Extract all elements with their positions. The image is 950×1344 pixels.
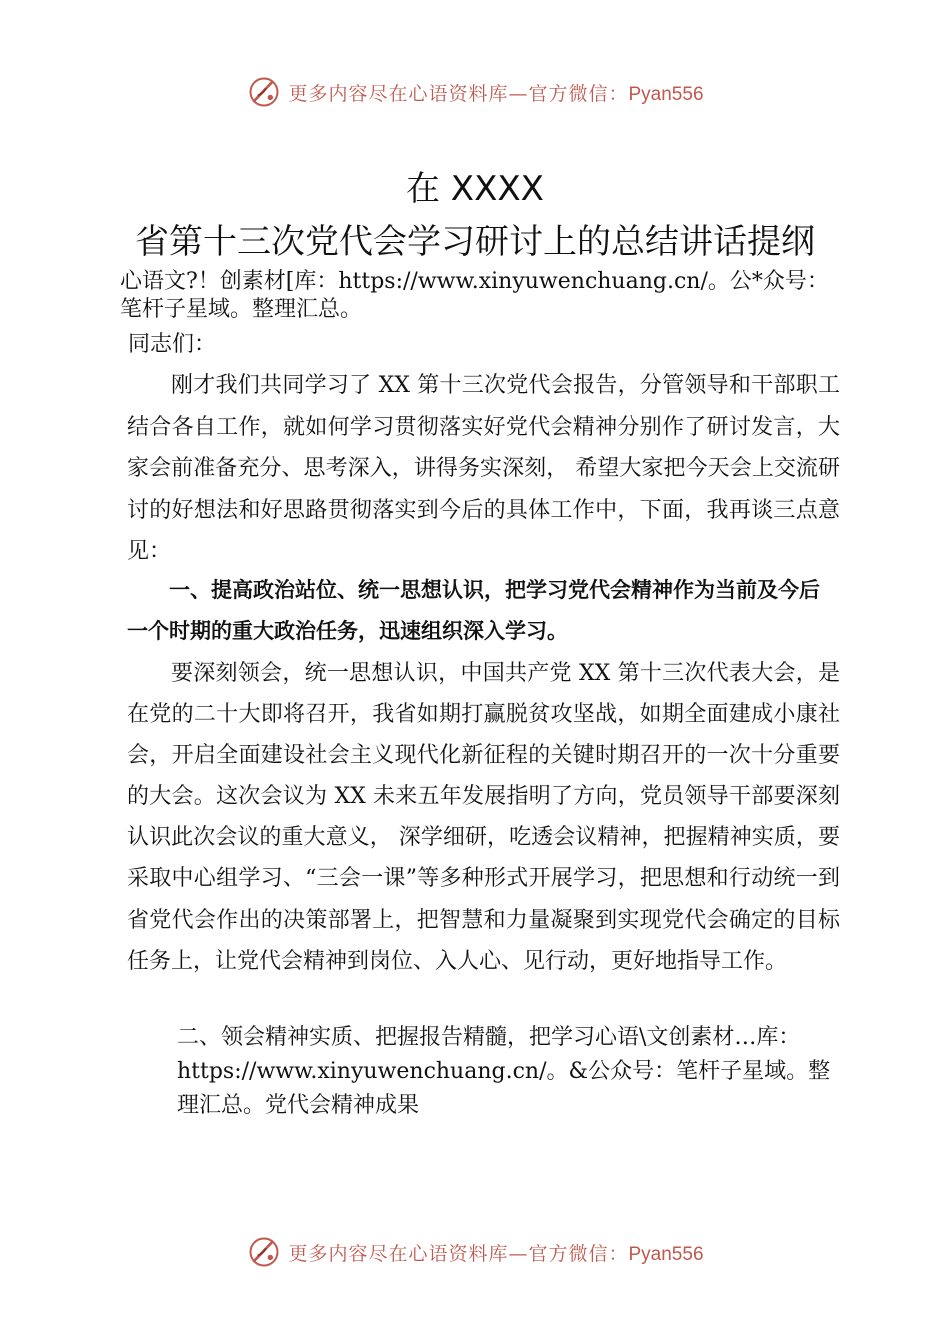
header-banner-text: 更多内容尽在心语资料库—官方微信：Pyan556 [288,82,704,105]
section-heading-1: 一、提高政治站位、统一思想认识，把学习党代会精神作为当前及今后一个时期的重大政治任务，迅速组织深入学习。 [127,578,820,643]
header-banner [0,72,950,112]
document-title-line1: 在 XXXX [406,169,544,209]
document-title-line2: 省第十三次党代会学习研讨上的总结讲话提纲 [135,222,815,262]
brand-logo-icon [246,74,282,110]
source-note: 心语文?！创素材[库：https://www.xinyuwenchuang.cn/。公*众号：笔杆子星域。整理汇总。 [120,269,829,322]
footer-banner [0,1232,950,1272]
footer-wechat-id: Pyan556 [628,1243,704,1265]
header-wechat-id: Pyan556 [628,83,704,105]
section-heading-2: 二、领会精神实质、把握报告精髓，把学习心语\文创素材…库：https://www.xinyuwenchuang.cn/。&公众号：笔杆子星域。整理汇总。党代会精神成果 [177,1025,831,1118]
salutation: 同志们： [128,332,217,357]
brand-logo-icon [246,1234,282,1270]
section-body-1: 要深刻领会，统一思想认识，中国共产党 XX 第十三次代表大会，是在党的二十大即将召开，我省如期打赢脱贫攻坚战，如期全面建成小康社会，开启全面建设社会主义现代化新征程的关键时期召开的一次十分重要的大会。这次会议为 XX 未来五年发展指明了方向，党员领导干部要深刻认识此次会议的重大意义， 深学细研，吃透会议精神，把握精神实质，要采取中心组学习、“三会一课”等多种形式开展学习，把思想和行动统一到省党代会作出的决策部署上，把智慧和力量凝聚到实现党代会确定的目标任务上，让党代会精神到岗位、入人心、见行动，更好地指导工作。 [127,661,840,974]
intro-paragraph: 刚才我们共同学习了 XX 第十三次党代会报告，分管领导和干部职工结合各自工作，就如何学习贯彻落实好党代会精神分别作了研讨发言，大家会前准备充分、思考深入，讲得务实深刻， 希望大家把今天会上交流研讨的好想法和好思路贯彻落实到今后的具体工作中，下面，我再谈三点意见： [127,373,840,564]
footer-banner-text: 更多内容尽在心语资料库—官方微信：Pyan556 [288,1242,704,1265]
